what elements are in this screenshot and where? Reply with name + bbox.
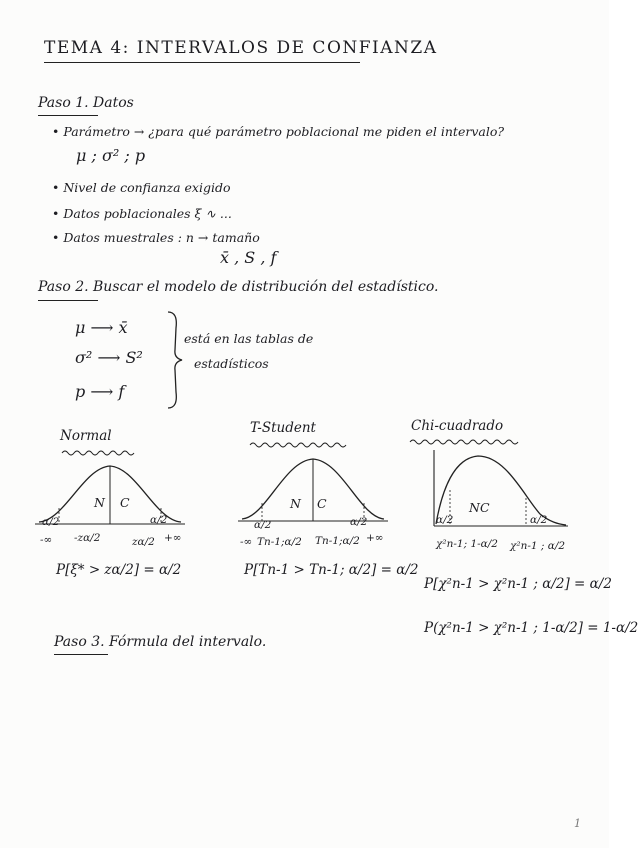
tables-note-line2: estadísticos [194,356,269,371]
bullet-text: Datos poblacionales ξ ∿ ... [63,206,232,221]
paso1-underline [38,115,98,116]
normal-curve [35,460,185,540]
title-underline [44,62,360,63]
wavy-underline [250,440,346,450]
bullet-muestrales: • Datos muestrales : n → tamaño [52,230,260,245]
quantile-right-label: Tn-1;α/2 [315,535,360,547]
tail-right-label: α/2 [150,514,168,526]
bullet-nivel: • Nivel de confianza exigido [52,180,231,195]
dist-name-normal: Normal [60,428,112,444]
tail-left-label: α/2 [42,516,60,528]
curly-brace-icon [162,310,192,410]
region-c-label: C [317,496,327,511]
quantile-left-label: -zα/2 [74,532,101,544]
chi-formula-2: P(χ²n-1 > χ²n-1 ; 1-α/2] = 1-α/2 [424,620,638,636]
paso2-underline [38,300,98,301]
normal-formula: P[ξ* > zα/2] = α/2 [56,562,182,578]
sample-statistics: x̄ , S , f [220,248,277,267]
quantile-right-label: χ²n-1 ; α/2 [510,540,566,552]
dist-name-chi: Chi-cuadrado [411,418,504,434]
region-nc-label: NC [469,500,490,515]
parameters-list: μ ; σ² ; p [76,146,146,165]
axis-left-label: -∞ [240,536,253,548]
map-from: μ [75,318,86,337]
wavy-underline [410,437,518,447]
bullet-text: Parámetro → ¿para qué parámetro poblacional me piden el intervalo? [63,124,505,139]
paso3-underline [54,654,108,655]
map-to: S² [125,348,143,367]
map-row-3 [75,382,124,401]
tail-left-label: α/2 [254,519,272,531]
map-to: f [118,382,125,401]
quantile-left-label: χ²n-1; 1-α/2 [436,538,498,550]
tail-right-label: α/2 [350,516,368,528]
wavy-underline [62,448,142,458]
axis-left-label: -∞ [40,534,53,546]
tail-left-label: α/2 [436,514,454,526]
map-row-2 [75,348,143,367]
bullet-text: Nivel de confianza exigido [63,180,231,195]
tables-note-line1: está en las tablas de [184,331,314,346]
axis-right-label: +∞ [164,532,182,544]
tail-right-label: α/2 [530,514,548,526]
page-title: TEMA 4: INTERVALOS DE CONFIANZA [44,38,438,58]
chi-formula-1: P[χ²n-1 > χ²n-1 ; α/2] = α/2 [424,576,612,592]
map-row-1 [75,318,128,337]
tstudent-formula: P[Tn-1 > Tn-1; α/2] = α/2 [244,562,419,578]
paso3-heading: Paso 3. Fórmula del intervalo. [54,634,267,650]
paso1-heading: Paso 1. Datos [38,95,134,111]
quantile-left-label: Tn-1;α/2 [257,536,302,548]
region-n-label: N [290,496,301,511]
arrow-right-icon: ⟶ [90,318,119,337]
region-n-label: N [94,495,105,510]
map-from: p [75,382,86,401]
quantile-right-label: zα/2 [132,536,155,548]
dist-name-tstudent: T-Student [250,420,316,436]
bullet-text: Datos muestrales : n → tamaño [63,230,260,245]
map-from: σ² [75,348,93,367]
region-c-label: C [120,495,130,510]
axis-right-label: +∞ [366,532,384,544]
map-to: x̄ [118,318,128,337]
paso2-heading: Paso 2. Buscar el modelo de distribución del estadístico. [38,279,439,295]
arrow-right-icon: ⟶ [90,382,119,401]
arrow-right-icon: ⟶ [97,348,126,367]
chi-square-curve [428,450,573,540]
page-number: 1 [574,817,581,830]
bullet-poblacionales: • Datos poblacionales ξ ∿ ... [52,206,232,221]
bullet-parametro: • Parámetro → ¿para qué parámetro poblacional me piden el intervalo? [52,124,505,139]
